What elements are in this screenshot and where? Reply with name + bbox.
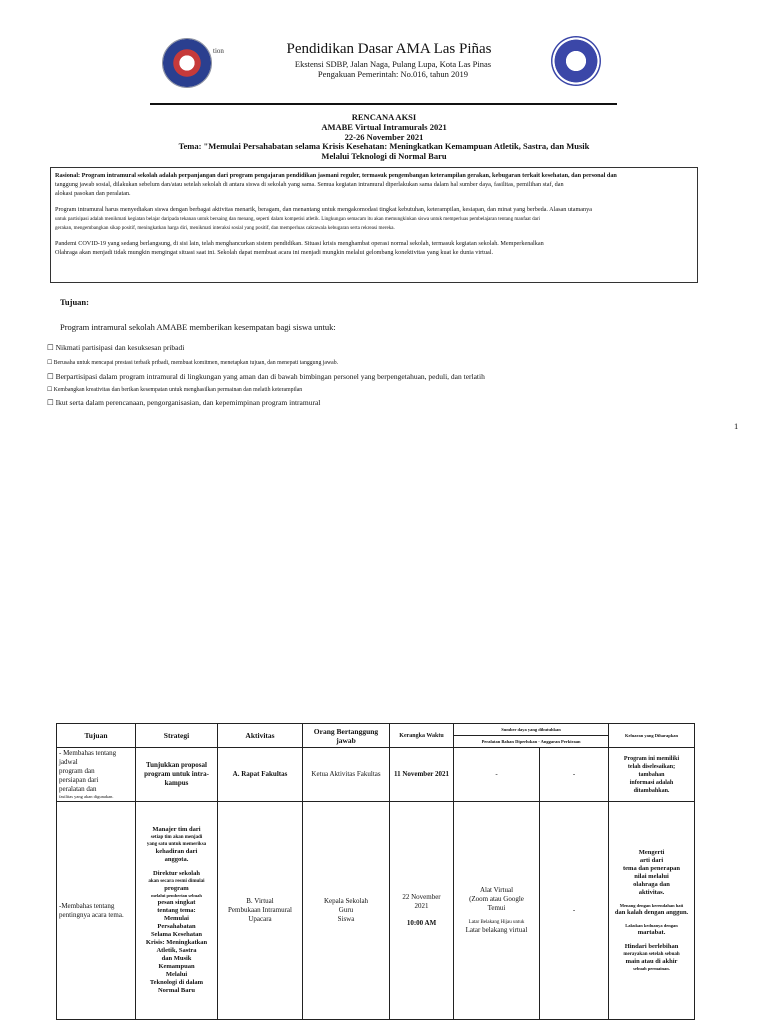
cell-text: informasi adalah: [629, 779, 674, 786]
cell-text: - Membahas tentang: [59, 749, 117, 757]
cell-text: Upacara: [248, 915, 272, 923]
cell-text: Kepala Sekolah: [323, 897, 369, 905]
cell-strategi: Tunjukkan proposal program untuk intra-kampus: [136, 748, 218, 802]
cell-text: Normal Baru: [157, 987, 195, 994]
cell-text: martabat.: [637, 929, 666, 936]
col-header-orang: Orang Bertanggung jawab: [303, 724, 390, 748]
cell-strategi: [136, 802, 218, 1020]
cell-text: jadwal: [59, 758, 78, 766]
col-header-tujuan: Tujuan: [57, 724, 136, 748]
cell-text: Mengerti: [638, 849, 665, 856]
cell-text: telah diselesaikan;: [627, 763, 676, 770]
plan-theme-line1: Tema: "Memulai Persahabatan selama Krisis Kesehatan: Meningkatkan Kemampuan Atletik, Sastra, dan Musik: [178, 141, 590, 151]
cell-text: Memulai: [164, 915, 189, 922]
cell-text: setiap tim akan menjadi: [150, 835, 203, 840]
rationale-box: [50, 167, 698, 283]
rationale-text: untuk partisipasi adalah menikmati kegiatan belajar daripada tekanan untuk bersaing dan menang, seperti dalam kompetisi atletik. Lingkungan semacam itu akan memungkinkan siswa untuk memperluas pembelajaran tentang manfaat dari: [55, 216, 541, 222]
cell-tujuan: [57, 748, 136, 802]
cell-waktu: 11 November 2021: [390, 748, 454, 802]
cell-text: Lakukan keduanya dengan: [625, 923, 678, 928]
table-row: [57, 748, 695, 802]
cell-text: olahraga dan: [633, 881, 670, 888]
cell-text: Pembukaan Intramural: [228, 906, 292, 914]
cell-text: 10:00 AM: [406, 919, 437, 927]
cell-text: sebuah permainan.: [633, 966, 670, 971]
cell-aktivitas: A. Rapat Fakultas: [218, 748, 303, 802]
cell-text: Atletik, Sastra: [156, 947, 197, 954]
cell-orang: Ketua Aktivitas Fakultas: [303, 748, 390, 802]
cell-text: kehadiran dari: [155, 848, 198, 855]
cell-text: B. Virtual: [246, 897, 274, 905]
cell-text: Temui: [487, 904, 506, 912]
cell-text: Kemampuan: [158, 963, 195, 970]
col-header-keluaran: Keluaran yang Diharapkan: [609, 724, 695, 748]
page-number: 1: [734, 421, 739, 431]
rationale-text: Olahraga akan menjadi tidak mungkin mengingat situasi saat ini. Sekolah dapat membuat acara ini menjadi mungkin melalui gelombang konektivitas yang kuat ke dunia virtual.: [55, 249, 493, 256]
cell-text: 2021: [414, 902, 429, 910]
school-address: Ekstensi SDBP, Jalan Naga, Pulang Lupa, Kota Las Pinas: [294, 59, 492, 69]
cell-tujuan: -Membahas tentang pentingnya acara tema.: [57, 802, 136, 1020]
cell-text: Selama Kesehatan: [150, 931, 203, 938]
cell-text: (Zoom atau Google: [469, 895, 524, 903]
cell-text: anggota.: [164, 856, 189, 863]
plan-event: AMABE Virtual Intramurals 2021: [321, 122, 447, 132]
plan-title: RENCANA AKSI: [351, 112, 417, 122]
action-plan-table: [56, 723, 695, 1020]
goal-item: ☐ Berpartisipasi dalam program intramural di lingkungan yang aman dan di bawah bimbingan personel yang berpengetahuan, peduli, dan terlatih: [47, 372, 485, 381]
goal-item: ☐ Nikmati partisipasi dan kesuksesan pribadi: [47, 343, 185, 352]
school-name: Pendidikan Dasar AMA Las Piñas: [286, 41, 492, 57]
col-header-kerangka: Kerangka Waktu: [390, 724, 454, 748]
cell-text: program: [164, 885, 189, 892]
header-divider: [150, 103, 617, 105]
table-header-row: [57, 724, 695, 736]
cell-text: Melalui: [165, 971, 188, 978]
cell-text: fasilitas yang akan digunakan.: [59, 794, 114, 799]
col-header-sumber: Sumber daya yang dibutuhkan: [454, 724, 609, 736]
cell-keluaran: [609, 802, 695, 1020]
cell-waktu: [390, 802, 454, 1020]
plan-theme-line2: Melalui Teknologi di Normal Baru: [321, 151, 447, 161]
rationale-text: Rasional: Program intramural sekolah adalah perpanjangan dari program pengajaran pendidikan jasmani reguler, termasuk pengembangan keterampilan gerakan, kebugaran terkait kesehatan, dan personal dan: [55, 172, 617, 179]
cell-text: Guru: [338, 906, 354, 914]
cell-text: dan Musik: [161, 955, 192, 962]
rationale-text: Program intramural harus menyediakan siswa dengan berbagai aktivitas menarik, beragam, dan menantang untuk mengakomodasi tingkat kebutuhan, keterampilan, kesiapan, dan minat yang berbeda. Alasan utamanya: [55, 206, 592, 213]
cell-text: tambahan: [638, 771, 665, 778]
rationale-text: tanggung jawab sosial, dilakukan sebelum dan/atau setelah sekolah di antara siswa di sekolah yang sama. Semua kegiatan intramural diperlakukan sama dalam hal sumber daya, fasilitas, pemilihan staf, dan: [55, 181, 564, 188]
cell-orang: [303, 802, 390, 1020]
goal-item: ☐ Ikut serta dalam perencanaan, pengorganisasian, dan kepemimpinan program intramural: [47, 398, 321, 407]
cell-peralatan: -: [454, 748, 540, 802]
goals-heading: Tujuan:: [60, 297, 89, 307]
cell-text: melalui pemberian sebuah: [151, 893, 202, 898]
logo-caption: tion: [213, 47, 224, 55]
rationale-text: Pandemi COVID-19 yang sedang berlangsung, di sisi lain, telah menghancurkan sistem pendidikan. Situasi krisis menghambat operasi normal sekolah, termasuk kegiatan sekolah. Memperkenalkan: [55, 240, 544, 247]
cell-peralatan: [454, 802, 540, 1020]
cell-aktivitas: [218, 802, 303, 1020]
cell-text: Siswa: [337, 915, 355, 923]
cell-text: Teknologi di dalam: [149, 979, 204, 986]
cell-text: akan secara resmi dimulai: [148, 879, 205, 884]
rationale-text: alokasi pasokan dan peralatan.: [55, 190, 131, 197]
cell-text: program dan: [59, 767, 95, 775]
school-recognition: Pengakuan Pemerintah: No.016, tahun 2019: [317, 69, 469, 79]
cell-text: main atau di akhir: [625, 958, 678, 965]
table-row: [57, 802, 695, 1020]
cell-text: pesan singkat: [157, 899, 196, 906]
cell-text: yang satu untuk memeriksa: [146, 842, 207, 847]
col-header-aktivitas: Aktivitas: [218, 724, 303, 748]
cell-text: peralatan dan: [59, 785, 97, 793]
cell-text: tema dan penerapan: [622, 865, 681, 872]
cell-anggaran: -: [540, 802, 609, 1020]
cell-text: tentang tema:: [157, 907, 196, 914]
cell-anggaran: -: [540, 748, 609, 802]
cell-text: Hindari berlebihan: [624, 943, 679, 950]
plan-dates: 22-26 November 2021: [344, 132, 424, 142]
cell-text: Krisis: Meningkatkan: [145, 939, 208, 946]
cell-text: nilai melalui: [634, 873, 669, 880]
cell-text: dan kalah dengan anggun.: [614, 909, 689, 916]
col-subheader-sumber: Peralatan Bahan Diperlukan - Anggaran Perkiraan: [454, 736, 609, 748]
goal-item: ☐ Berusaha untuk mencapai prestasi terbaik pribadi, membuat komitmen, menetapkan tujuan, dan menepati tanggung jawab.: [47, 360, 339, 366]
cell-text: Program ini memiliki: [623, 755, 680, 762]
goals-intro: Program intramural sekolah AMABE memberikan kesempatan bagi siswa untuk:: [60, 322, 336, 332]
rationale-text: gerakan, mengembangkan sikap positif, meningkatkan harga diri, menikmati interaksi sosial yang positif, dan memperluas cakrawala kebugaran serta rekreasi mereka.: [55, 225, 395, 231]
cell-text: persiapan dari: [59, 776, 99, 784]
cell-text: Menang dengan kerendahan hati: [619, 903, 684, 908]
cell-text: 22 November: [402, 893, 441, 901]
goal-item: ☐ Kembangkan kreativitas dan berikan kesempatan untuk menghasilkan permainan dan melatih keterampilan: [47, 387, 303, 393]
cell-text: Manajer tim dari: [152, 826, 201, 833]
cell-text: Latar Belakang Hijau untuk: [468, 920, 525, 925]
cell-text: Persahabatan: [157, 923, 196, 930]
cell-text: ditambahkan.: [633, 787, 670, 794]
cell-text: merayakan setelah sebuah: [623, 952, 680, 957]
cell-keluaran: [609, 748, 695, 802]
cell-text: aktivitas.: [638, 889, 665, 896]
cell-text: Alat Virtual: [479, 886, 514, 894]
cell-text: Latar belakang virtual: [465, 926, 528, 934]
col-header-strategi: Strategi: [136, 724, 218, 748]
cell-text: Direktur sekolah: [153, 870, 200, 877]
cell-text: arti dari: [639, 857, 664, 864]
